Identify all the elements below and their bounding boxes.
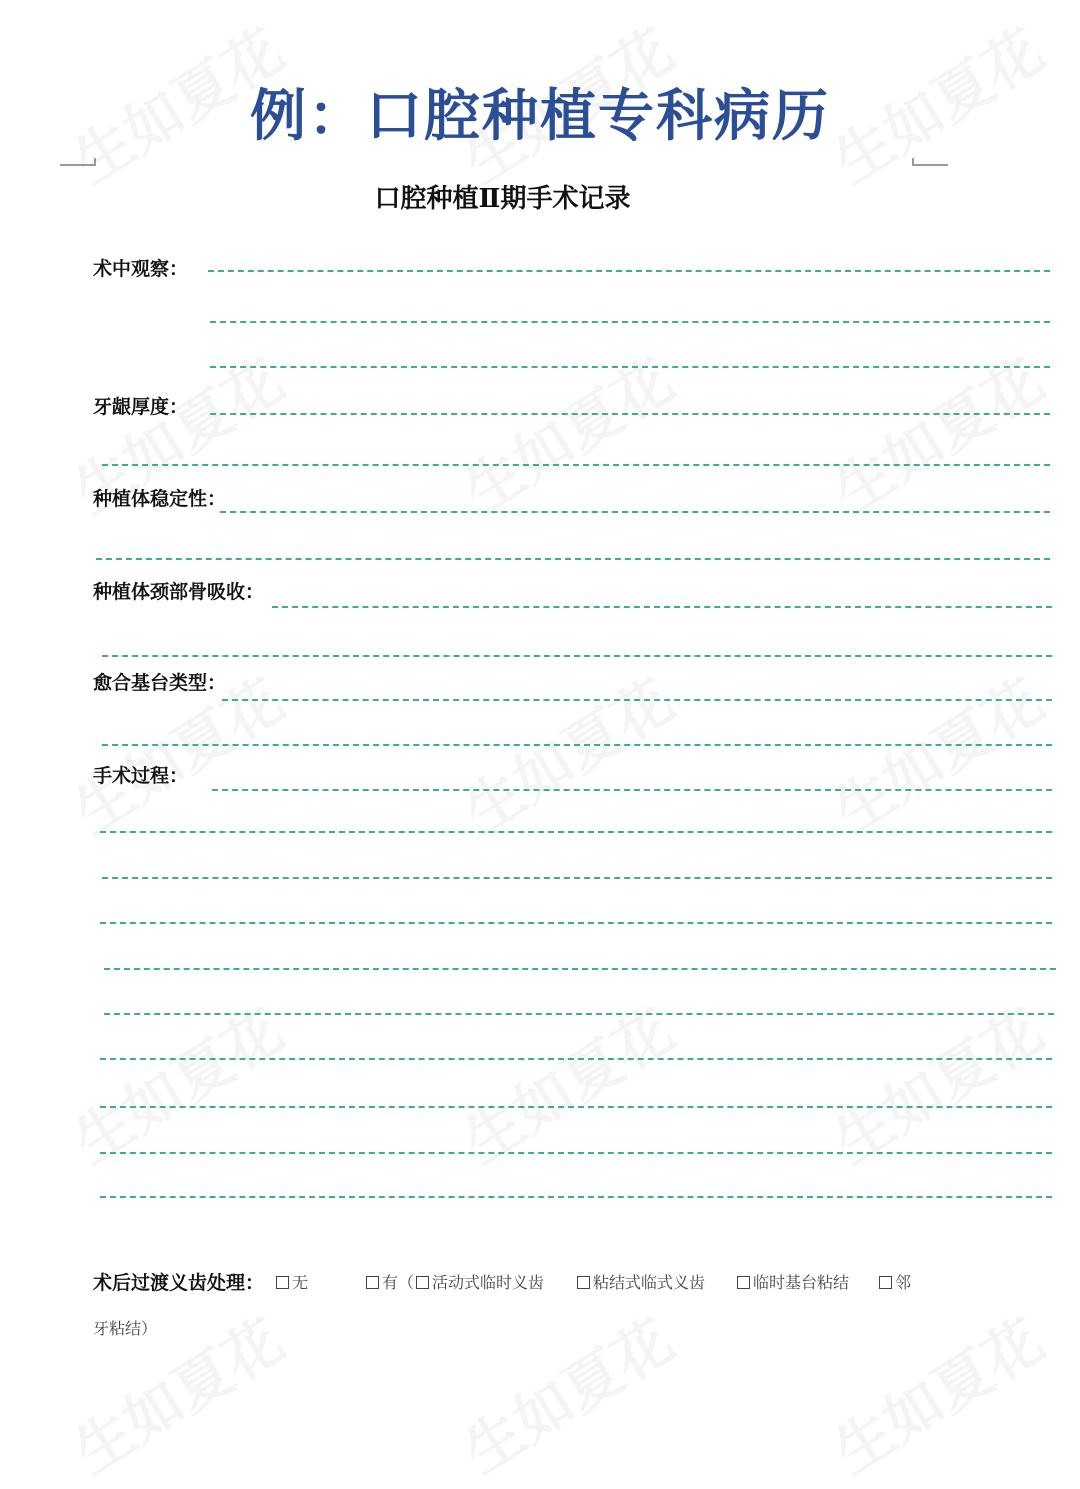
option-label: 活动式临时义齿	[432, 1273, 545, 1292]
margin-corner-mark	[60, 158, 96, 166]
option-label: 临时基台粘结	[753, 1273, 850, 1292]
writing-line[interactable]	[102, 464, 1050, 466]
field-label-implant-stability: 种植体稳定性：	[93, 488, 227, 510]
option-adjacent-tooth-bonding[interactable]	[879, 1270, 911, 1293]
writing-line[interactable]	[210, 321, 1050, 323]
checkbox-icon[interactable]	[276, 1276, 289, 1289]
watermark	[55, 1295, 296, 1489]
writing-line[interactable]	[102, 744, 1052, 746]
option-removable-temporary-denture[interactable]	[416, 1270, 544, 1293]
writing-line[interactable]	[104, 968, 1056, 970]
field-label-crestal-bone-resorption: 种植体颈部骨吸收：	[93, 581, 265, 603]
writing-line[interactable]	[100, 922, 1052, 924]
checkbox-icon[interactable]	[416, 1276, 429, 1289]
field-label-intraop-observation: 术中观察：	[93, 258, 189, 280]
watermark	[445, 655, 686, 849]
writing-line[interactable]	[222, 699, 1052, 701]
writing-line[interactable]	[212, 789, 1052, 791]
writing-line[interactable]	[100, 1106, 1052, 1108]
writing-line[interactable]	[102, 655, 1052, 657]
writing-line[interactable]	[100, 831, 1052, 833]
watermark	[445, 1295, 686, 1489]
writing-line[interactable]	[210, 413, 1050, 415]
watermark	[815, 335, 1056, 529]
option-label: 邻	[895, 1273, 912, 1292]
writing-line[interactable]	[96, 558, 1050, 560]
document-title: 口腔种植Ⅱ期手术记录	[374, 184, 631, 214]
checkbox-icon[interactable]	[577, 1276, 590, 1289]
margin-corner-mark	[912, 158, 948, 166]
writing-line[interactable]	[100, 1196, 1052, 1198]
checkbox-icon[interactable]	[366, 1276, 379, 1289]
field-label-surgical-procedure: 手术过程：	[93, 765, 189, 787]
writing-line[interactable]	[208, 270, 1050, 272]
writing-line[interactable]	[100, 1152, 1052, 1154]
field-label-gingival-thickness: 牙龈厚度：	[93, 396, 189, 418]
watermark	[815, 1295, 1056, 1489]
watermark	[445, 335, 686, 529]
field-label-transitional-denture: 术后过渡义齿处理：	[93, 1272, 265, 1294]
checkbox-icon[interactable]	[737, 1276, 750, 1289]
page-heading: 例：口腔种植专科病历	[250, 84, 830, 149]
option-continuation: 牙粘结）	[93, 1319, 158, 1338]
writing-line[interactable]	[104, 1013, 1054, 1015]
writing-line[interactable]	[100, 1058, 1052, 1060]
writing-line[interactable]	[102, 877, 1052, 879]
writing-line[interactable]	[220, 511, 1050, 513]
checkbox-icon[interactable]	[879, 1276, 892, 1289]
option-bonded-temporary-denture[interactable]	[577, 1270, 705, 1293]
option-none[interactable]	[276, 1270, 308, 1293]
writing-line[interactable]	[272, 606, 1052, 608]
option-label: 粘结式临式义齿	[593, 1273, 706, 1292]
writing-line[interactable]	[210, 366, 1050, 368]
option-label: 有（	[382, 1273, 415, 1292]
option-label: 无	[292, 1273, 309, 1292]
watermark	[815, 655, 1056, 849]
option-yes[interactable]	[366, 1270, 414, 1293]
option-temporary-abutment-bonding[interactable]	[737, 1270, 849, 1293]
field-label-healing-abutment-type: 愈合基台类型：	[93, 672, 227, 694]
